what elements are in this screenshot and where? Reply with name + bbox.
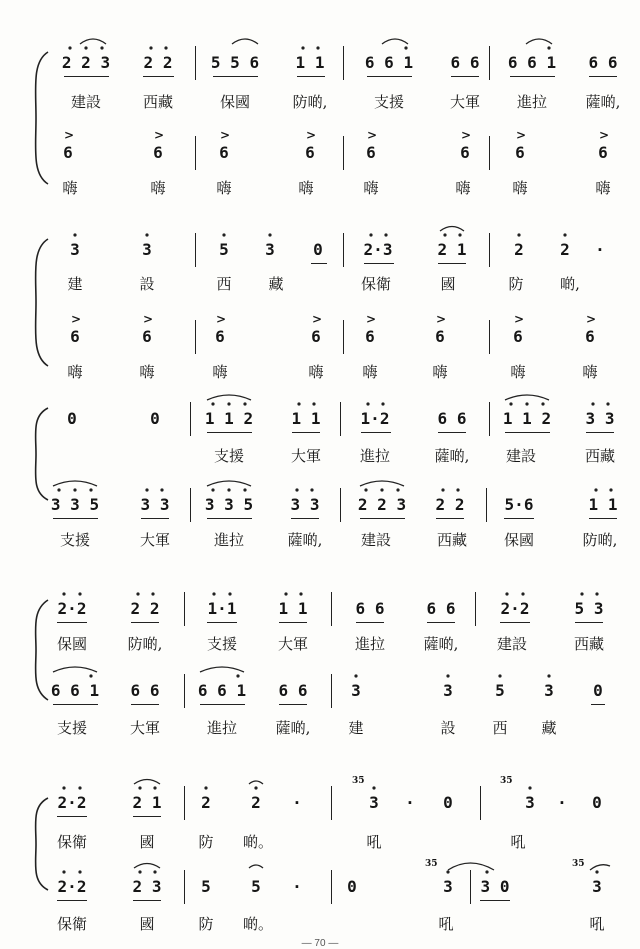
lyric: 支援 (213, 447, 245, 465)
note: · (292, 793, 302, 812)
note: 6 (365, 327, 375, 346)
note: 6 6 1 (364, 53, 414, 72)
note: 2 (514, 240, 524, 259)
note: 3 (525, 793, 535, 812)
note: · (405, 793, 415, 812)
lyric: 大軍 (139, 531, 171, 549)
lyric: 西藏 (573, 635, 605, 653)
note: 2·2 (57, 877, 87, 896)
lyric: 建 (348, 719, 364, 737)
accent-mark: > (436, 312, 447, 326)
accent-mark: > (367, 128, 378, 142)
note: 5 (201, 877, 211, 896)
lyric: 嗨 (363, 179, 379, 197)
lower-voice-lyrics (0, 914, 640, 934)
note: 0 (313, 240, 323, 259)
note: 6 (366, 143, 376, 162)
note: 3 (369, 793, 379, 812)
lyric: 西藏 (584, 447, 616, 465)
lyric: 保衛 (360, 275, 392, 293)
beam (480, 900, 510, 901)
note: 5·6 (504, 495, 534, 514)
note: 6 (460, 143, 470, 162)
note: 1 1 (588, 495, 618, 514)
note: 0 (347, 877, 357, 896)
lyric: 嗨 (308, 363, 324, 381)
lyric: 進拉 (359, 447, 391, 465)
lyric: 國 (440, 275, 456, 293)
note: 6 6 (588, 53, 618, 72)
lyric: 吼 (589, 915, 605, 933)
lyric: 嗨 (362, 363, 378, 381)
lyric: 吼 (366, 833, 382, 851)
grace-note: 35 (425, 859, 438, 869)
note: 5 5 6 (210, 53, 260, 72)
lyric: 建設 (70, 93, 102, 111)
lyric: 嗨 (62, 179, 78, 197)
lyric: 進拉 (354, 635, 386, 653)
note: 6 (311, 327, 321, 346)
note: 0 (150, 409, 160, 428)
note: 3 3 5 (204, 495, 254, 514)
lyric: 國 (139, 915, 155, 933)
note: 3 3 (290, 495, 320, 514)
accent-mark: > (216, 312, 227, 326)
lyric: 設 (139, 275, 155, 293)
note: 3 (592, 877, 602, 896)
lyric: 嗨 (510, 363, 526, 381)
beam (133, 900, 161, 901)
barline (470, 870, 471, 904)
note: 3 (351, 681, 361, 700)
lyric: 嗨 (595, 179, 611, 197)
note: 1 1 (278, 599, 308, 618)
accent-mark: > (306, 128, 317, 142)
grace-note: 35 (572, 859, 585, 869)
lyric: 藏 (541, 719, 557, 737)
lyric: 防啲, (582, 531, 618, 549)
accent-mark: > (312, 312, 323, 326)
note: 5 (219, 240, 229, 259)
note: 6 (598, 143, 608, 162)
accent-mark: > (366, 312, 377, 326)
note: 2·2 (500, 599, 530, 618)
note: 6 (142, 327, 152, 346)
lyric: 嗨 (298, 179, 314, 197)
note: 1·1 (207, 599, 237, 618)
note: 1·2 (360, 409, 390, 428)
lyric: 嗨 (432, 363, 448, 381)
accent-mark: > (586, 312, 597, 326)
note: 6 (70, 327, 80, 346)
accent-mark: > (599, 128, 610, 142)
lyric: 保衛 (56, 915, 88, 933)
lyric: 防 (508, 275, 524, 293)
lyric: 薩啲, (423, 635, 459, 653)
note: 6 6 (437, 409, 467, 428)
lyric: 進拉 (206, 719, 238, 737)
note: 3 3 5 (50, 495, 100, 514)
lyric: 大軍 (290, 447, 322, 465)
lyric: 保國 (219, 93, 251, 111)
lyric: 嗨 (67, 363, 83, 381)
note: 6 (305, 143, 315, 162)
lyric: 建 (67, 275, 83, 293)
lyric: 防啲, (127, 635, 163, 653)
note: 0 (67, 409, 77, 428)
note: 3 0 (480, 877, 510, 896)
lyric: 支援 (56, 719, 88, 737)
note: 2 2 3 (61, 53, 111, 72)
note: 0 (592, 793, 602, 812)
accent-mark: > (154, 128, 165, 142)
note: 6 6 1 (197, 681, 247, 700)
page-number: — 70 — (301, 938, 339, 949)
lyric: 大軍 (129, 719, 161, 737)
note: 1 1 (295, 53, 325, 72)
lyric: 保國 (56, 635, 88, 653)
note: 6 (63, 143, 73, 162)
note: 6 (585, 327, 595, 346)
note: 2 1 (437, 240, 467, 259)
lyric: 保國 (503, 531, 535, 549)
note: · (595, 240, 605, 259)
note: 6 (215, 327, 225, 346)
note: 2·2 (57, 793, 87, 812)
lyric: 國 (139, 833, 155, 851)
lyric: 薩啲, (585, 93, 621, 111)
note: 2·3 (363, 240, 393, 259)
lyric: 支援 (206, 635, 238, 653)
accent-mark: > (461, 128, 472, 142)
lyric: 防 (198, 915, 214, 933)
lyric: 西藏 (142, 93, 174, 111)
note: 3 (544, 681, 554, 700)
lyric: 防 (198, 833, 214, 851)
barline (184, 870, 185, 904)
note: 5 (251, 877, 261, 896)
lyric: 西藏 (436, 531, 468, 549)
grace-note: 35 (352, 776, 365, 786)
lyric: 大軍 (449, 93, 481, 111)
lyric: 吼 (510, 833, 526, 851)
note: 1 1 2 (204, 409, 254, 428)
note: 3 3 (140, 495, 170, 514)
lyric: 啲。 (242, 915, 274, 933)
note: 6 (513, 327, 523, 346)
accent-mark: > (220, 128, 231, 142)
lyric: 支援 (59, 531, 91, 549)
note: 3 3 (585, 409, 615, 428)
note: 6 (219, 143, 229, 162)
note: 2 3 (132, 877, 162, 896)
lyric: 嗨 (582, 363, 598, 381)
lyric: 吼 (438, 915, 454, 933)
barline (331, 870, 332, 904)
lyric: 啲。 (242, 833, 274, 851)
note: 6 (435, 327, 445, 346)
lyric: 建設 (496, 635, 528, 653)
lyric: 嗨 (139, 363, 155, 381)
note: 6 (153, 143, 163, 162)
lyric: 薩啲, (434, 447, 470, 465)
note: 2 1 (132, 793, 162, 812)
lyric: 嗨 (150, 179, 166, 197)
note: 2 2 (143, 53, 173, 72)
note: 3 (443, 681, 453, 700)
note: 6 6 (278, 681, 308, 700)
note: · (557, 793, 567, 812)
note: 2·2 (57, 599, 87, 618)
note: 6 6 (450, 53, 480, 72)
note: 6 6 1 (507, 53, 557, 72)
note: 6 6 (355, 599, 385, 618)
lyric: 西 (216, 275, 232, 293)
note: 1 1 (291, 409, 321, 428)
accent-mark: > (64, 128, 75, 142)
note: 2 2 (130, 599, 160, 618)
note: 3 (70, 240, 80, 259)
note: 6 6 1 (50, 681, 100, 700)
lyric: 進拉 (213, 531, 245, 549)
lower-voice-notes (0, 872, 640, 902)
lyric: 保衛 (56, 833, 88, 851)
lyric: 嗨 (216, 179, 232, 197)
lyric: 薩啲, (287, 531, 323, 549)
note: 0 (593, 681, 603, 700)
accent-mark: > (143, 312, 154, 326)
lyric: 薩啲, (275, 719, 311, 737)
lyric: 支援 (373, 93, 405, 111)
note: 5 (495, 681, 505, 700)
accent-mark: > (516, 128, 527, 142)
lyric: 啲, (560, 275, 580, 293)
lyric: 嗨 (212, 363, 228, 381)
lyric: 藏 (268, 275, 284, 293)
note: 5 3 (574, 599, 604, 618)
note: 3 (443, 877, 453, 896)
note: 3 (142, 240, 152, 259)
lyric: 進拉 (516, 93, 548, 111)
accent-mark: > (71, 312, 82, 326)
note: 6 6 (130, 681, 160, 700)
lyric: 防啲, (292, 93, 328, 111)
lyric: 建設 (360, 531, 392, 549)
grace-note: 35 (500, 776, 513, 786)
note: 2 2 3 (357, 495, 407, 514)
lyric: 西 (492, 719, 508, 737)
accent-mark: > (514, 312, 525, 326)
note: 2 2 (435, 495, 465, 514)
lyric: 建設 (505, 447, 537, 465)
upper-voice-lyrics (0, 832, 640, 852)
lyric: 設 (440, 719, 456, 737)
note: 2 (251, 793, 261, 812)
note: · (292, 877, 302, 896)
note: 1 1 2 (502, 409, 552, 428)
lyric: 大軍 (277, 635, 309, 653)
lyric: 嗨 (512, 179, 528, 197)
note: 2 (201, 793, 211, 812)
beam (57, 900, 87, 901)
note: 0 (443, 793, 453, 812)
note: 6 6 (426, 599, 456, 618)
note: 3 (265, 240, 275, 259)
note: 2 (560, 240, 570, 259)
note: 6 (515, 143, 525, 162)
lyric: 嗨 (455, 179, 471, 197)
